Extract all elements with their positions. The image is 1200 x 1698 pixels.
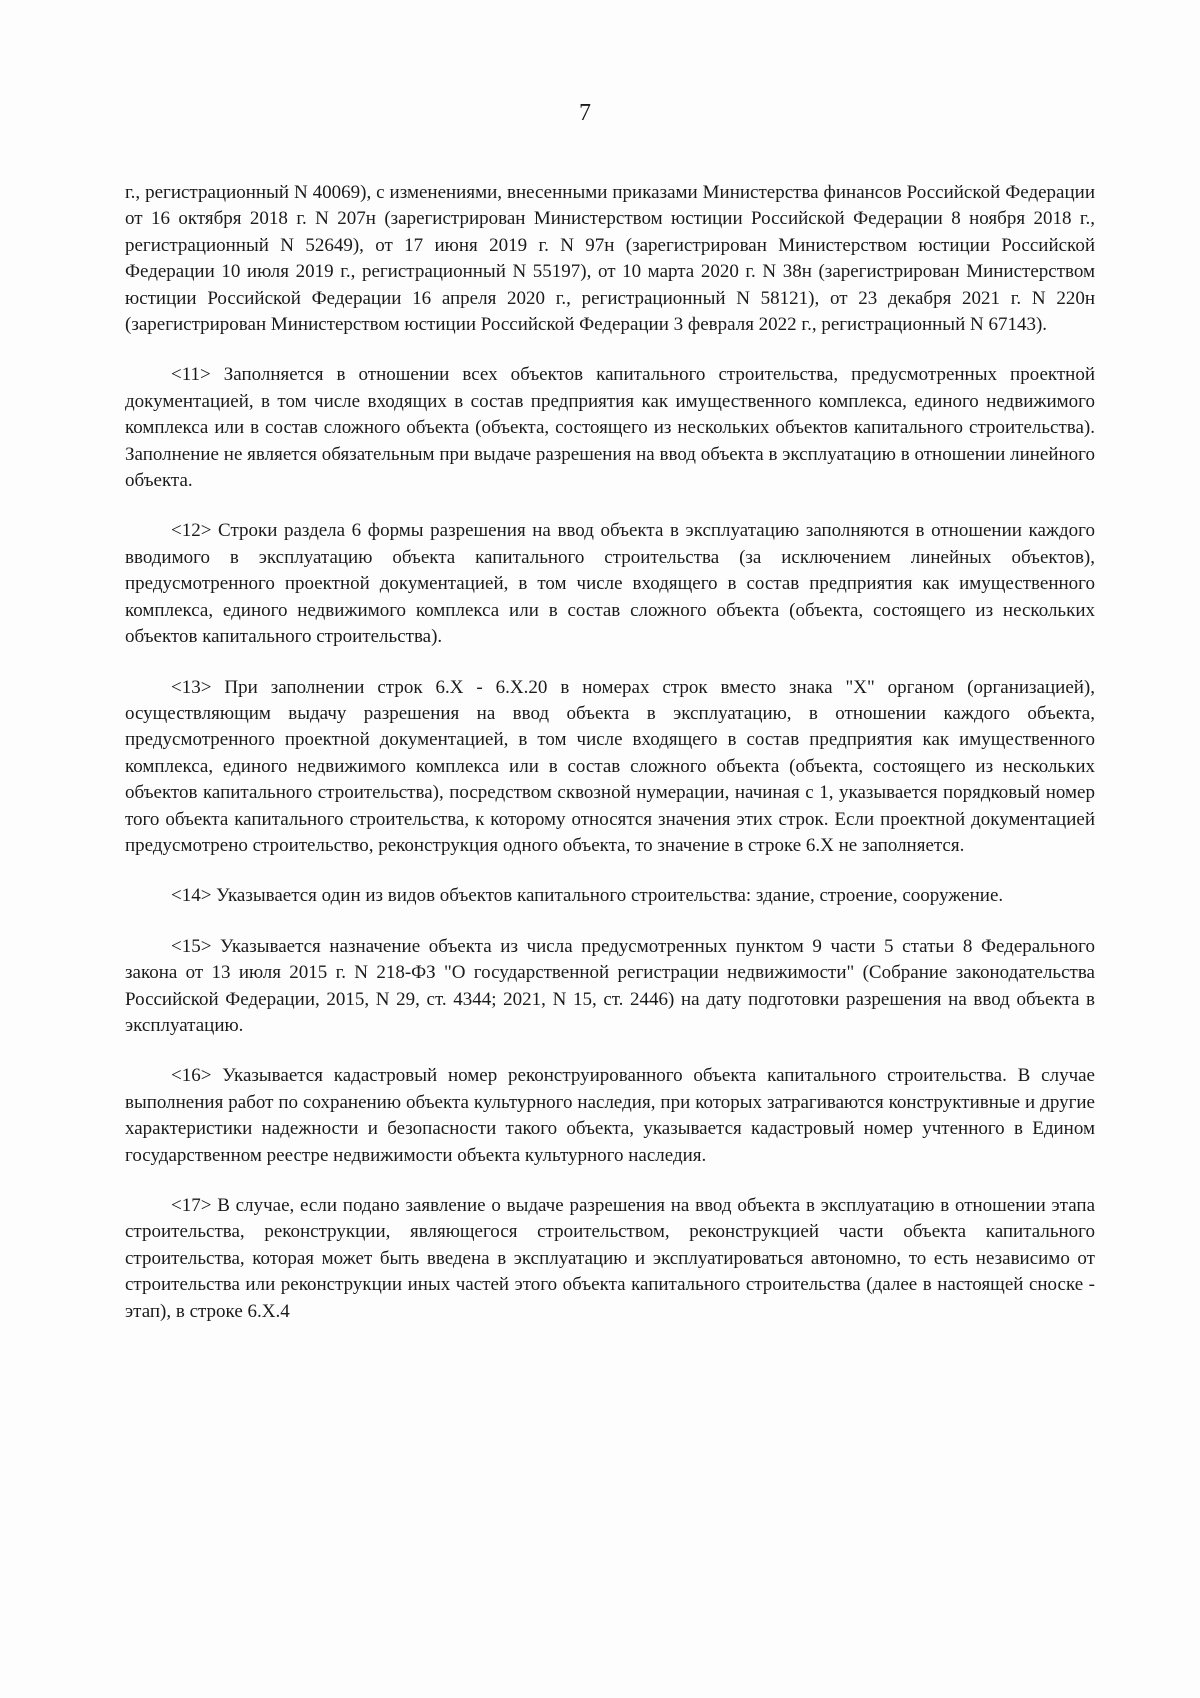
document-body [125,180,1095,1349]
footnote-17: <17> В случае, если подано заявление о выдаче разрешения на ввод объекта в эксплуатацию в отношении этапа строительства, реконструкции, являющегося строительством, реконструкцией части объекта капитального строительства, которая может быть введена в эксплуатацию и эксплуатироваться автономно, то есть независимо от строительства или реконструкции иных частей этого объекта капитального строительства (далее в настоящей сноске - этап), в строке 6.Х.4 [125,1195,1095,1322]
footnote-11: <11> Заполняется в отношении всех объектов капитального строительства, предусмотренных проектной документацией, в том числе входящих в состав предприятия как имущественного комплекса, единого недвижимого комплекса или в состав сложного объекта (объекта, состоящего из нескольких объектов капитального строительства). Заполнение не является обязательным при выдаче разрешения на ввод объекта в эксплуатацию в отношении линейного объекта. [125,364,1095,492]
footnote-16: <16> Указывается кадастровый номер реконструированного объекта капитального строительства. В случае выполнения работ по сохранению объекта культурного наследия, при которых затрагиваются конструктивные и другие характеристики надежности и безопасности такого объекта, указывается кадастровый номер учтенного в Едином государственном реестре недвижимости объекта культурного наследия. [125,1065,1095,1166]
page-number: 7 [579,100,591,126]
footnote-13: <13> При заполнении строк 6.Х - 6.Х.20 в номерах строк вместо знака "Х" органом (организацией), осуществляющим выдачу разрешения на ввод объекта в эксплуатацию, в отношении каждого объекта, предусмотренного проектной документацией, в том числе входящего в состав предприятия как имущественного комплекса, единого недвижимого комплекса или в состав сложного объекта (объекта, состоящего из нескольких объектов капитального строительства), посредством сквозной нумерации, начиная с 1, указывается порядковый номер того объекта капитального строительства, к которому относятся значения этих строк. Если проектной документацией предусмотрено строительство, реконструкция одного объекта, то значение в строке 6.Х не заполняется. [125,676,1095,856]
paragraph-continuation: г., регистрационный N 40069), с изменениями, внесенными приказами Министерства финансов Российской Федерации от 16 октября 2018 г. N 207н (зарегистрирован Министерством юстиции Российской Федерации 8 ноября 2018 г., регистрационный N 52649), от 17 июня 2019 г. N 97н (зарегистрирован Министерством юстиции Российской Федерации 10 июля 2019 г., регистрационный N 55197), от 10 марта 2020 г. N 38н (зарегистрирован Министерством юстиции Российской Федерации 16 апреля 2020 г., регистрационный N 58121), от 23 декабря 2021 г. N 220н (зарегистрирован Министерством юстиции Российской Федерации 3 февраля 2022 г., регистрационный N 67143). [125,182,1095,336]
footnote-12: <12> Строки раздела 6 формы разрешения на ввод объекта в эксплуатацию заполняются в отношении каждого вводимого в эксплуатацию объекта капитального строительства (за исключением линейных объектов), предусмотренного проектной документацией, в том числе входящего в состав предприятия как имущественного комплекса, единого недвижимого комплекса или в состав сложного объекта (объекта, состоящего из нескольких объектов капитального строительства). [125,520,1095,648]
footnote-14: <14> Указывается один из видов объектов капитального строительства: здание, строение, сооружение. [171,885,1004,907]
footnote-15: <15> Указывается назначение объекта из числа предусмотренных пунктом 9 части 5 статьи 8 Федерального закона от 13 июля 2015 г. N 218-ФЗ "О государственной регистрации недвижимости" (Собрание законодательства Российской Федерации, 2015, N 29, ст. 4344; 2021, N 15, ст. 2446) на дату подготовки разрешения на ввод объекта в эксплуатацию. [125,935,1095,1036]
